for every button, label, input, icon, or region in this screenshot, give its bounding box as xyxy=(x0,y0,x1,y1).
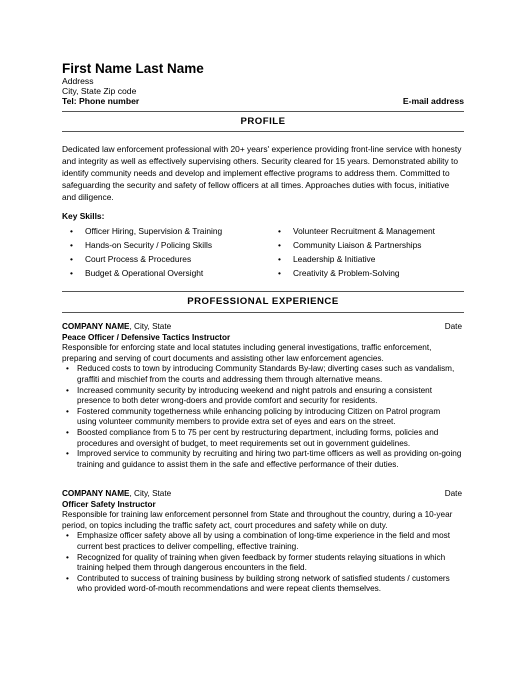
skill-item: • Court Process & Procedures xyxy=(70,252,278,266)
company-location: , City, State xyxy=(129,489,172,498)
company-name: COMPANY NAME xyxy=(62,322,130,331)
job-summary: Responsible for training law enforcement personnel from State and throughout the country, during a 10-year period, on topics including the traffic safety act, court procedures and safety while on duty. xyxy=(62,510,453,530)
skill-item: • Budget & Operational Oversight xyxy=(70,266,278,280)
company-location: , City, State xyxy=(129,322,172,331)
job-header xyxy=(62,489,462,500)
achievement-item: • Recognized for quality of training when given feedback by former students relaying situations in which training helped them through dangerous encounters in the field. xyxy=(62,553,462,574)
company-name: COMPANY NAME xyxy=(62,489,130,498)
skill-item: • Hands-on Security / Policing Skills xyxy=(70,238,278,252)
resume-header xyxy=(62,61,464,106)
achievement-item: • Emphasize officer safety above all by using a combination of long-time experience in the field and most current best practices to deliver compelling, effective training. xyxy=(62,531,462,552)
job-achievements xyxy=(62,364,462,470)
achievement-item: • Contributed to success of training business by building strong network of satisfied students / customers who provided word-of-mouth recommendations and were repeat clients themselves. xyxy=(62,574,462,595)
address-line: Address xyxy=(62,76,94,86)
skill-item: • Community Liaison & Partnerships xyxy=(278,238,435,252)
job-header xyxy=(62,322,462,333)
company-line xyxy=(62,489,171,500)
job-achievements xyxy=(62,531,462,595)
divider xyxy=(62,131,464,132)
profile-summary: Dedicated law enforcement professional with 20+ years' experience providing front-line service with honesty and integrity as well as effectively supervising others. Security cleared for 15 years. Demonstrated ability to identify community needs and develop and implement effective programs to address them. Committed to safeguarding the security and safety of fellow officers at all times. Approaches duties with focus, initiative and diligence. xyxy=(62,144,462,202)
skill-item: • Volunteer Recruitment & Management xyxy=(278,224,435,238)
skills-column-right xyxy=(278,224,435,280)
divider xyxy=(62,111,464,112)
divider xyxy=(62,291,464,292)
achievement-item: • Reduced costs to town by introducing Community Standards By-law; diverting cases such as vandalism, graffiti and mischief from the courts and addressing them through alternative means. xyxy=(62,364,462,385)
key-skills-label: Key Skills: xyxy=(62,211,105,221)
skill-item: • Leadership & Initiative xyxy=(278,252,435,266)
achievement-item: • Boosted compliance from 5 to 75 per cent by restructuring department, including forms, policies and procedures and oversight of budget, to meet requirements set out in government guidelines. xyxy=(62,428,462,449)
profile-heading: PROFILE xyxy=(240,116,286,127)
phone-number: Tel: Phone number xyxy=(62,96,140,106)
email-address: E-mail address xyxy=(402,96,464,106)
skill-item: • Officer Hiring, Supervision & Training xyxy=(70,224,278,238)
candidate-name: First Name Last Name xyxy=(62,61,204,76)
job-date: Date xyxy=(444,489,462,498)
experience-heading: PROFESSIONAL EXPERIENCE xyxy=(187,296,339,307)
job-summary: Responsible for enforcing state and local statutes including general investigations, traffic enforcement, preparing and serving of court documents and assisting other law enforcement agencies. xyxy=(62,343,432,363)
company-line xyxy=(62,322,171,333)
achievement-item: • Increased community security by introducing weekend and night patrols and ensuring a consistent presence to both deter wrong-doers and provide comfort and security for residents. xyxy=(62,386,462,407)
job-title: Officer Safety Instructor xyxy=(62,499,156,509)
divider xyxy=(62,312,464,313)
achievement-item: • Improved service to community by recruiting and hiring two part-time officers as well as providing on-going training and guidance to assist them in the safe and effective performance of their duties. xyxy=(62,449,462,470)
job-entry xyxy=(62,489,462,595)
skill-item: • Creativity & Problem-Solving xyxy=(278,266,435,280)
city-line: City, State Zip code xyxy=(62,86,137,96)
key-skills-list xyxy=(70,224,462,280)
job-title: Peace Officer / Defensive Tactics Instructor xyxy=(62,332,231,342)
job-date: Date xyxy=(444,322,462,331)
contact-row xyxy=(62,96,464,106)
achievement-item: • Fostered community togetherness while enhancing policing by introducing Citizen on Patrol program using volunteer community members to provide extra set of eyes and ears on the street. xyxy=(62,407,462,428)
job-entry xyxy=(62,322,462,470)
skills-column-left xyxy=(70,224,278,280)
